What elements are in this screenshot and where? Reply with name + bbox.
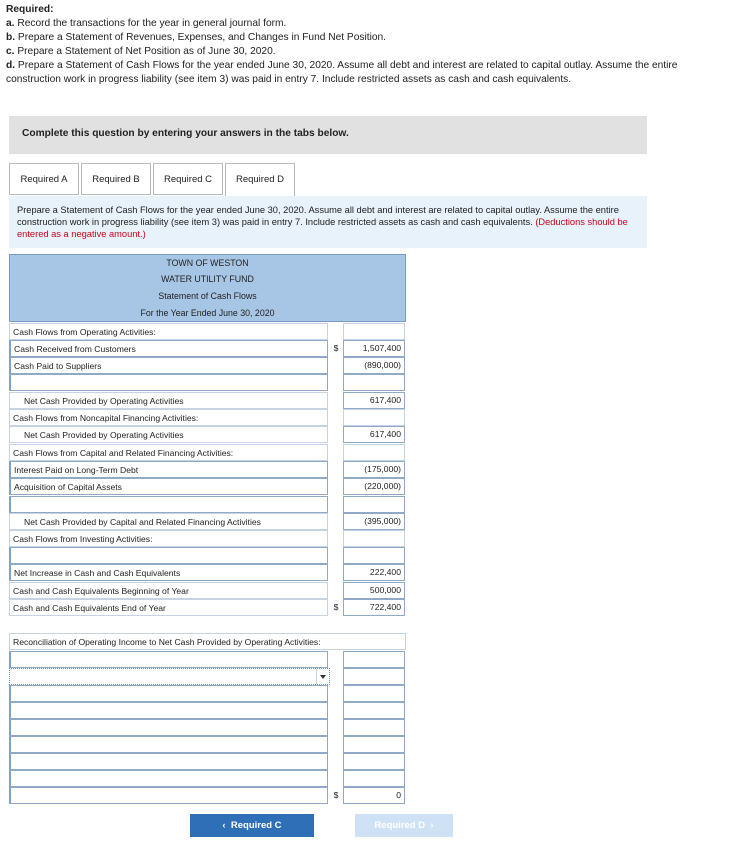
tab-required-c[interactable]: Required C bbox=[153, 163, 223, 195]
recon-row-2 bbox=[9, 668, 406, 685]
recon-row-5 bbox=[9, 719, 406, 736]
recon-total-row: $ 0 bbox=[9, 787, 406, 804]
row-net-increase: Net Increase in Cash and Cash Equivalents 222,400 bbox=[9, 564, 406, 581]
row-net-operating: Net Cash Provided by Operating Activities 617,400 bbox=[9, 392, 406, 409]
statement-period: For the Year Ended June 30, 2020 bbox=[9, 305, 406, 322]
reconciliation-heading: Reconciliation of Operating Income to Net Cash Provided by Operating Activities: bbox=[9, 633, 406, 650]
row-cash-paid-suppliers: Cash Paid to Suppliers (890,000) bbox=[9, 357, 406, 374]
recon-row-4 bbox=[9, 702, 406, 719]
row-noncapital-heading: Cash Flows from Noncapital Financing Activities: bbox=[9, 409, 406, 426]
row-operating-heading: Cash Flows from Operating Activities: bbox=[9, 323, 406, 340]
prev-required-c-button[interactable]: ‹ Required C bbox=[190, 814, 314, 837]
complete-question-banner: Complete this question by entering your answers in the tabs below. bbox=[9, 116, 647, 154]
row-blank-2 bbox=[9, 496, 406, 513]
statement-title: Statement of Cash Flows bbox=[9, 288, 406, 305]
recon-row-6 bbox=[9, 736, 406, 753]
recon-row-3 bbox=[9, 685, 406, 702]
statement-fund: WATER UTILITY FUND bbox=[9, 271, 406, 288]
tab-required-a[interactable]: Required A bbox=[9, 163, 79, 195]
requirements bbox=[6, 3, 721, 87]
row-interest-paid: Interest Paid on Long-Term Debt (175,000) bbox=[9, 461, 406, 478]
next-required-d-button[interactable]: Required D › bbox=[355, 814, 453, 837]
negative-amount-note: (Deductions should be entered as a negative amount.) bbox=[17, 217, 628, 239]
requirement-d: d. Prepare a Statement of Cash Flows for the year ended June 30, 2020. Assume all debt and interest are related to capital outlay. Assume the entire construction work in progress liability (see item 3) was paid in entry 7. Include restricted assets as cash and cash equivalents. bbox=[6, 60, 678, 85]
requirement-c: c. Prepare a Statement of Net Position as of June 30, 2020. bbox=[6, 46, 276, 57]
tab-required-d[interactable]: Required D bbox=[225, 163, 295, 197]
row-blank-3 bbox=[9, 547, 406, 564]
row-capital-heading: Cash Flows from Capital and Related Financing Activities: bbox=[9, 444, 406, 461]
recon-row-1 bbox=[9, 651, 406, 668]
recon-row-7 bbox=[9, 753, 406, 770]
requirement-b: b. Prepare a Statement of Revenues, Expenses, and Changes in Fund Net Position. bbox=[6, 32, 387, 43]
tab-required-b[interactable]: Required B bbox=[81, 163, 151, 195]
row-cash-beginning: Cash and Cash Equivalents Beginning of Year 500,000 bbox=[9, 582, 406, 599]
row-cash-end: Cash and Cash Equivalents End of Year $ 722,400 bbox=[9, 599, 406, 616]
requirements-heading: Required: bbox=[6, 4, 54, 15]
instructions: Prepare a Statement of Cash Flows for the year ended June 30, 2020. Assume all debt and interest are related to capital outlay. Assume the entire construction work in progress liability (see item 3) was paid in entry 7. Include restricted assets as cash and cash equivalents. (Deductions should be entered as a negative amount.) bbox=[9, 196, 647, 248]
row-acquisition-capital-assets: Acquisition of Capital Assets (220,000) bbox=[9, 478, 406, 495]
row-investing-heading: Cash Flows from Investing Activities: bbox=[9, 530, 406, 547]
statement-entity: TOWN OF WESTON bbox=[9, 254, 406, 271]
chevron-right-icon: › bbox=[430, 820, 434, 831]
requirement-a: a. Record the transactions for the year in general journal form. bbox=[6, 18, 287, 29]
chevron-left-icon: ‹ bbox=[222, 820, 226, 831]
row-net-noncapital: Net Cash Provided by Operating Activities 617,400 bbox=[9, 426, 406, 443]
row-blank-1 bbox=[9, 374, 406, 391]
recon-row-8 bbox=[9, 770, 406, 787]
row-cash-received: Cash Received from Customers $ 1,507,400 bbox=[9, 340, 406, 357]
row-net-capital: Net Cash Provided by Capital and Related Financing Activities (395,000) bbox=[9, 513, 406, 530]
